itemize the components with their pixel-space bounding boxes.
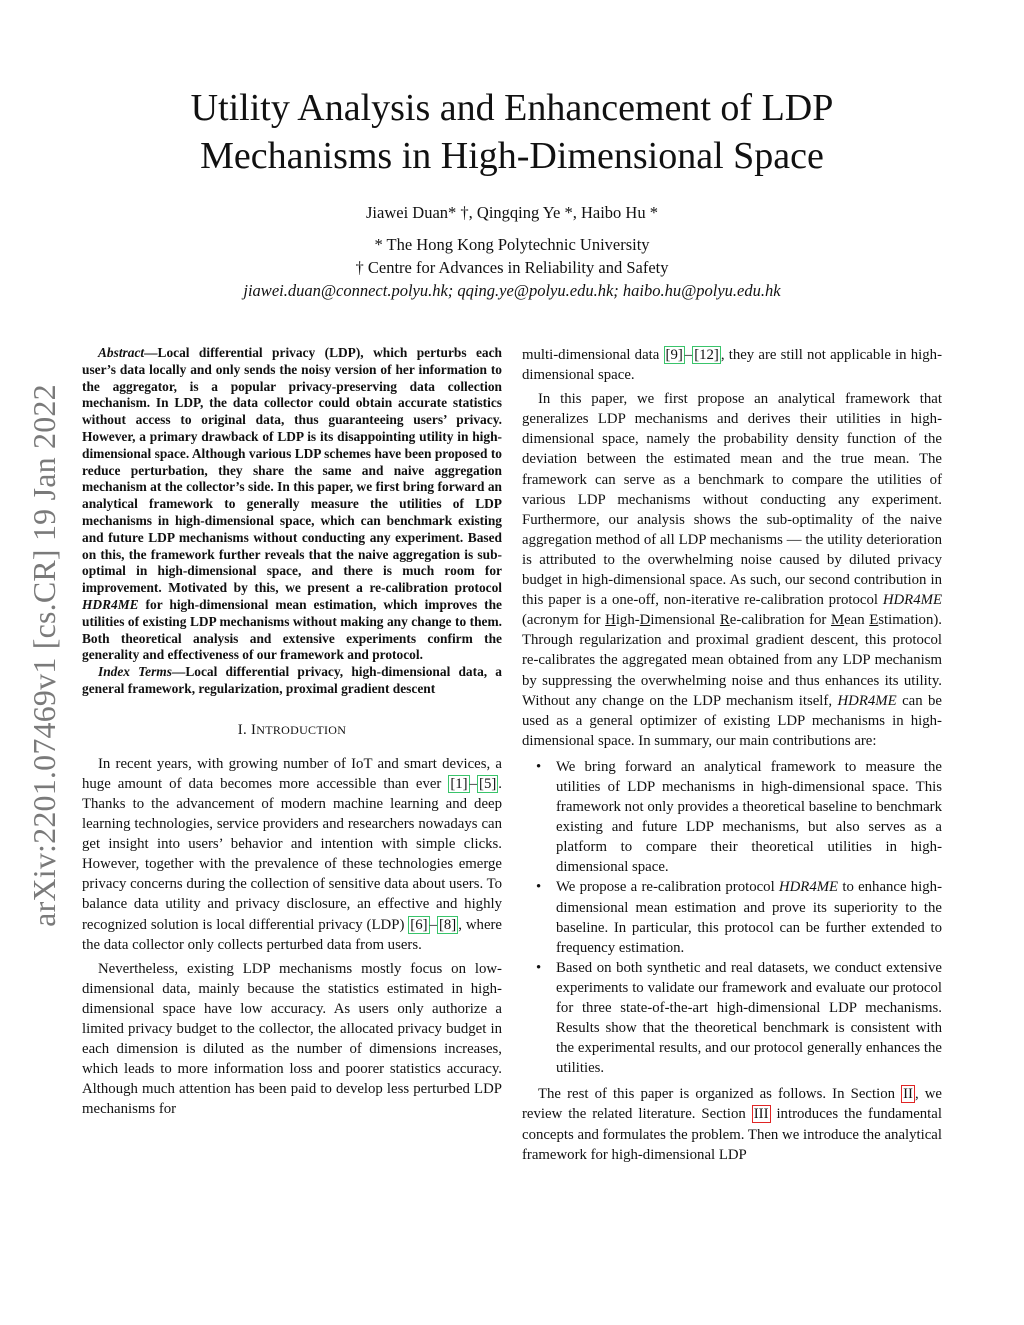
contribution-text: Based on both synthetic and real datasets, we conduct extensive experiments to validate our framework and evaluate our protocol for three state-of-the-art high-dimensional LDP mechanisms. Results show that the theoretical benchmark is consistent with the experimental results, and our protocol generally enhances the utilities.: [556, 959, 942, 1077]
abstract-lead: Abstract: [98, 345, 145, 360]
citation-link[interactable]: [5]: [479, 775, 497, 792]
list-item: [522, 877, 942, 957]
citation-link[interactable]: [12]: [694, 347, 719, 363]
abstract-protocol-name: HDR4ME: [82, 596, 139, 612]
list-item: [522, 958, 942, 1079]
index-terms-lead: Index Terms: [98, 664, 172, 680]
acronym-letter: M: [830, 612, 845, 629]
abstract-text-b: for high-dimensional mean estimation, which improves the utilities of existing LDP mechanisms without making any change to them. Both theoretical analysis and extensive experiments confirm the generality and effectiveness of our framework and protocol.: [82, 596, 502, 663]
acronym-rest: ean: [844, 612, 870, 629]
acronym-letter: H: [605, 612, 616, 629]
index-terms-text: —Local differential privacy, high-dimensional data, a general framework, regularization, proximal gradient descent: [82, 664, 502, 696]
citation-dash: –: [429, 916, 437, 933]
affiliation-1: * The Hong Kong Polytechnic University: [374, 235, 650, 254]
right-paragraph-1: [522, 345, 942, 385]
paper-title: [0, 84, 1024, 180]
acronym-letter: E: [869, 612, 879, 629]
intro-p1-text-a: In recent years, with growing number of IoT and smart devices, a huge amount of data becomes more accessible than ever: [82, 755, 502, 792]
contribution-text: We propose a re-calibration protocol: [556, 879, 779, 896]
right-p2-text-b: (acronym for: [522, 612, 606, 629]
citation-link[interactable]: [1]: [450, 775, 468, 792]
section-link[interactable]: III: [753, 1106, 769, 1123]
citation-dash: –: [469, 775, 478, 792]
right-p3-text-c: introduces the fundamental concepts and formulates the problem. Then we introduce the analytical framework for high-dimensional LDP: [522, 1106, 942, 1163]
right-p3-text-b: , we review the related literature. Section: [522, 1086, 943, 1123]
list-item: [522, 757, 942, 878]
citation-link[interactable]: [6]: [410, 916, 428, 933]
title-line-1: Utility Analysis and Enhancement of LDP: [190, 87, 834, 129]
right-p2-text-c: stimation). Through regularization and proximal gradient descent, this protocol re-calibrates the aggregated mean obtained from any LDP mechanism by suppressing the overwhelming noise and thus enhances its utility. Without any change on the LDP mechanism itself,: [522, 612, 942, 709]
author-emails: jiawei.duan@connect.polyu.hk; qqing.ye@polyu.edu.hk; haibo.hu@polyu.edu.hk: [243, 281, 781, 300]
acronym-rest: igh-: [615, 612, 640, 629]
right-p1-text-b: , they are still not applicable in high-dimensional space.: [522, 347, 942, 384]
index-terms: [82, 664, 502, 698]
citation-dash: –: [684, 347, 693, 363]
acronym-letter: R: [719, 612, 730, 629]
acronym-letter: D: [639, 612, 651, 629]
left-column: [82, 345, 502, 1120]
affiliation-2: † Centre for Advances in Reliability and Safety: [355, 258, 669, 277]
contribution-text: to enhance high-dimensional mean estimation and prove its superiority to the baseline. In particular, this protocol can be further extended to frequency estimation.: [556, 879, 943, 956]
intro-p1-text-b: . Thanks to the advancement of modern machine learning and deep learning technologies, service providers and researchers nowadays can get insight into users’ behavior and intention with simple clicks. However, together with the prevalence of these technologies emerge privacy concerns during the collection of sensitive data about users. To balance data utility and privacy disclosure, an effective and highly recognized solution is local differential privacy (LDP): [82, 775, 502, 933]
section-heading-introduction: [82, 720, 502, 740]
section-title-rest: NTRODUCTION: [256, 722, 347, 737]
right-p1-text-a: multi-dimensional data: [522, 347, 664, 363]
intro-p1-text-c: , where the data collector only collects perturbed data from users.: [82, 916, 503, 953]
author-list: Jiawei Duan* †, Qingqing Ye *, Haibo Hu *: [366, 203, 658, 222]
intro-paragraph-1: [82, 754, 502, 955]
section-number: I.: [237, 721, 248, 738]
right-paragraph-3: [522, 1084, 942, 1164]
protocol-name: HDR4ME: [882, 592, 942, 609]
citation-link[interactable]: [9]: [665, 347, 683, 363]
protocol-name: HDR4ME: [837, 692, 897, 709]
citation-link[interactable]: [8]: [438, 916, 457, 933]
contributions-list: [522, 757, 942, 1079]
acronym-rest: e-calibration for: [729, 612, 831, 629]
contribution-text: We bring forward an analytical framework to measure the utilities of LDP mechanisms in high-dimensional space. This framework not only provides a theoretical baseline to benchmark existing and future LDP mechanisms, but also serves as a platform to compare their theoretical utilities in high-dimensional space.: [556, 758, 942, 876]
section-link[interactable]: II: [903, 1086, 913, 1103]
right-paragraph-2: [522, 389, 942, 751]
arxiv-sidebar-stamp: [18, 355, 70, 955]
protocol-name: HDR4ME: [778, 879, 839, 896]
intro-paragraph-2: Nevertheless, existing LDP mechanisms mostly focus on low-dimensional data, mainly because the statistics estimated in high-dimensional space have low accuracy. As users only authorize a limited privacy budget to the collector, the allocated privacy budget in each dimension is diluted as the number of dimensions increases, which leads to more information loss and poorer statistics accuracy. Although much attention has been paid to develop less perturbed LDP mechanisms for: [82, 960, 502, 1118]
abstract: [82, 345, 502, 664]
abstract-text-a: —Local differential privacy (LDP), which perturbs each user’s data locally and only sends the noisy version of her information to the aggregator, is a popular privacy-preserving data collection mechanism. In LDP, the data collector could obtain accurate statistics without access to original data, thus guaranteeing users’ privacy. However, a primary drawback of LDP is its disappointing utility in high-dimensional space. Although various LDP schemes have been proposed to reduce perturbation, they share the same and naive aggregation mechanism at the collector’s side. In this paper, we first bring forward an analytical framework to generally measure the utilities of LDP mechanisms in high-dimensional space, which can benchmark existing and future LDP mechanisms without conducting any experiment. Based on this, the framework further reveals that the naive aggregation is sub-optimal in high-dimensional space, and there is much room for improvement. Motivated by this, we present a re-calibration protocol: [82, 345, 502, 596]
right-p3-text-a: The rest of this paper is organized as follows. In Section: [538, 1086, 902, 1103]
section-first-letter: I: [251, 721, 257, 738]
right-column: [522, 345, 942, 1165]
arxiv-identifier: arXiv:2201.07469v1 [cs.CR] 19 Jan 2022: [25, 383, 62, 927]
right-p2-text-a: In this paper, we first propose an analytical framework that generalizes LDP mechanisms and derives their utilities in high-dimensional space, namely the probability density function of the deviation between the estimated mean and the true mean. The framework can serve as a benchmark to compare the utilities of various LDP mechanisms without conducting any experiment. Furthermore, our analysis shows the sub-optimality of the naive aggregation method of all LDP mechanisms — the utility deterioration is attributed to the overwhelming noise caused by diluted privacy budget in high-dimensional space. As such, our second contribution in this paper is a one-off, non-iterative re-calibration protocol: [522, 391, 942, 609]
right-p2-text-d: can be used as a general optimizer of existing LDP mechanisms in high-dimensional space. In summary, our main contributions are:: [522, 692, 942, 749]
acronym-rest: imensional: [650, 612, 720, 629]
affiliations: [0, 233, 1024, 302]
title-line-2: Mechanisms in High-Dimensional Space: [200, 135, 824, 177]
